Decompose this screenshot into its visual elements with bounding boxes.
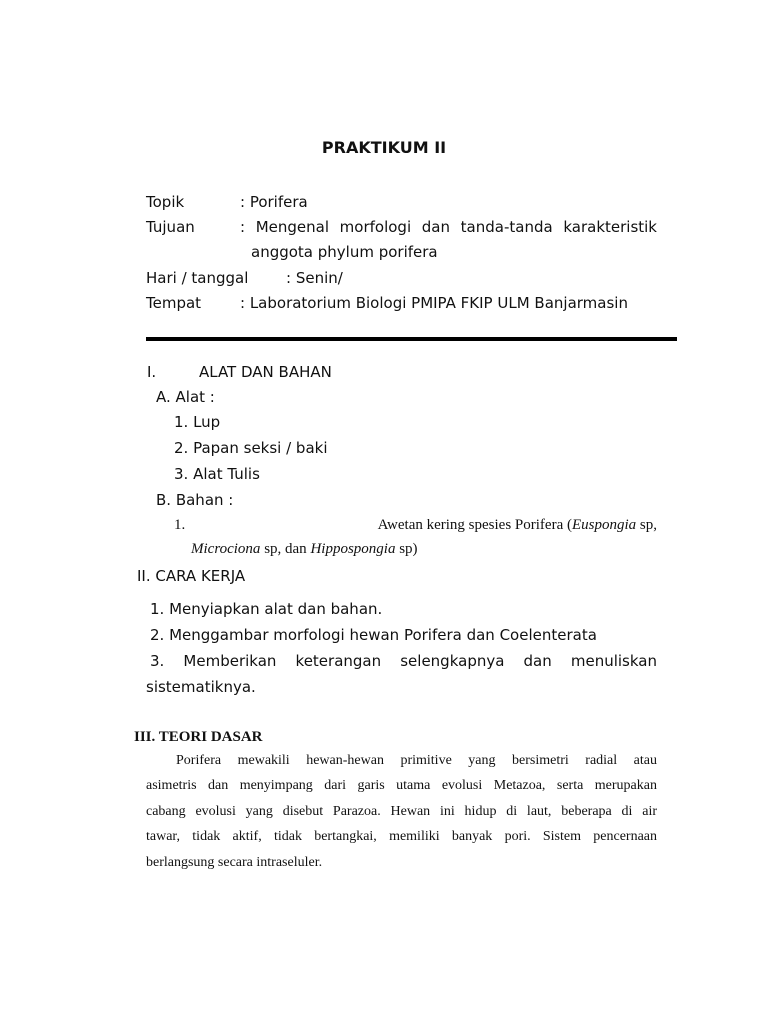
alat-item-3: 3. Alat Tulis xyxy=(174,465,260,483)
bahan-line1-italic: Euspongia xyxy=(571,517,637,533)
bahan-line1-pre: Awetan kering spesies Porifera ( xyxy=(377,517,572,533)
alat-item-2: 2. Papan seksi / baki xyxy=(174,439,328,457)
alat-item-1: 1. Lup xyxy=(174,413,221,431)
teori-line-3: cabang evolusi yang disebut Parazoa. Hewan ini hidup di laut, beberapa di air xyxy=(146,804,657,819)
tempat-label: Tempat xyxy=(146,294,202,312)
teori-line-1: Porifera mewakili hewan-hewan primitive yang bersimetri radial atau xyxy=(176,753,657,768)
topik-label: Topik xyxy=(146,193,185,211)
hari-label: Hari / tanggal xyxy=(146,269,249,287)
topik-value: : Porifera xyxy=(240,193,308,211)
teori-line-5: berlangsung secara intraseluler. xyxy=(146,855,323,870)
bahan-item-number: 1. xyxy=(174,517,186,533)
alat-heading: A. Alat : xyxy=(156,388,215,406)
bahan-line2-mid: sp, dan xyxy=(260,541,311,557)
bahan-item-line2 xyxy=(191,541,418,558)
bahan-line2-post: sp) xyxy=(395,541,418,557)
bahan-line2-italic2: Hippospongia xyxy=(310,541,396,557)
bahan-item-line1 xyxy=(331,517,657,534)
tujuan-value-line2: anggota phylum porifera xyxy=(251,243,438,261)
bahan-line2-italic1: Microciona xyxy=(191,541,261,557)
section1-heading: ALAT DAN BAHAN xyxy=(199,363,332,381)
bahan-heading: B. Bahan : xyxy=(156,491,234,509)
tempat-value: : Laboratorium Biologi PMIPA FKIP ULM Banjarmasin xyxy=(240,294,628,312)
step-3: 3. Memberikan keterangan selengkapnya dan menuliskan xyxy=(150,652,657,670)
tujuan-value-line1: : Mengenal morfologi dan tanda-tanda karakteristik xyxy=(240,218,657,236)
step-2: 2. Menggambar morfologi hewan Porifera dan Coelenterata xyxy=(150,626,597,644)
section3-heading: III. TEORI DASAR xyxy=(134,729,263,745)
bahan-line1-post: sp, xyxy=(636,517,657,533)
teori-line-4: tawar, tidak aktif, tidak bertangkai, memiliki banyak pori. Sistem pencernaan xyxy=(146,829,657,844)
tujuan-label: Tujuan xyxy=(146,218,195,236)
page-title: PRAKTIKUM II xyxy=(321,138,447,157)
horizontal-rule xyxy=(146,337,677,341)
teori-line-2: asimetris dan menyimpang dari garis utama evolusi Metazoa, serta merupakan xyxy=(146,778,657,793)
step-1: 1. Menyiapkan alat dan bahan. xyxy=(150,600,383,618)
hari-value: : Senin/ xyxy=(286,269,343,287)
section2-heading: II. CARA KERJA xyxy=(137,567,246,585)
section1-number: I. xyxy=(147,363,157,381)
step-3-continued: sistematiknya. xyxy=(146,678,256,696)
